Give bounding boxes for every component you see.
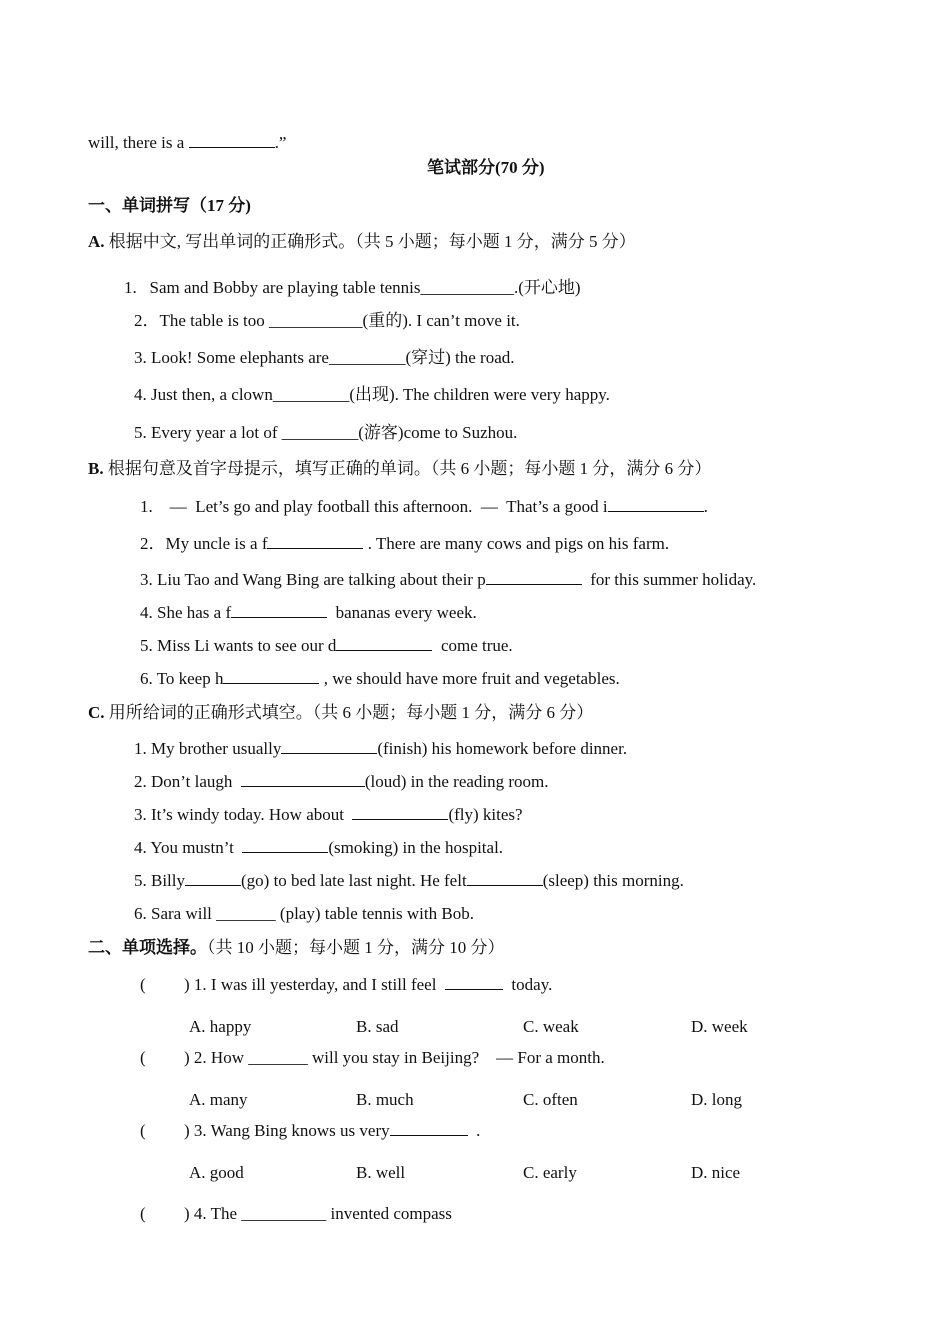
option-a[interactable]: A. happy (189, 1017, 252, 1036)
answer-paren-open[interactable]: ( (140, 1204, 146, 1223)
option-d[interactable]: D. long (691, 1090, 742, 1109)
section-2-instruction: （共 10 小题；每小题 1 分，满分 10 分） (207, 938, 505, 957)
answer-blank[interactable] (241, 772, 365, 787)
option-c[interactable]: C. often (523, 1090, 578, 1109)
question-4 (140, 1204, 146, 1224)
answer-paren-open[interactable]: ( (140, 975, 146, 994)
part-a-item-3: 3. Look! Some elephants are_________(穿过) the road. (134, 348, 515, 367)
answer-blank[interactable] (242, 838, 328, 853)
answer-blank[interactable]: _________ (272, 385, 350, 404)
continuation-line (88, 133, 286, 153)
part-a-label: A. (88, 232, 105, 251)
answer-blank[interactable] (223, 669, 319, 684)
option-d[interactable]: D. week (691, 1017, 748, 1036)
answer-blank[interactable] (467, 871, 543, 886)
page-title: 笔试部分(70 分) (427, 158, 545, 177)
answer-blank[interactable] (352, 805, 448, 820)
part-c-item-6: 6. Sara will _______ (play) table tennis with Bob. (134, 904, 474, 923)
question-2-stem: ) 2. How _______ will you stay in Beijing? — For a month. (184, 1048, 605, 1067)
part-a-item-1: 1. Sam and Bobby are playing table tennis___________.(开心地) (124, 278, 581, 297)
option-c[interactable]: C. early (523, 1163, 577, 1182)
part-b-instruction-text: 根据句意及首字母提示，填写正确的单词。（共 6 小题；每小题 1 分，满分 6 分） (107, 459, 712, 478)
answer-blank (390, 1121, 468, 1136)
question-3-stem: ) 3. Wang Bing knows us very . (184, 1121, 481, 1140)
option-a[interactable]: A. good (189, 1163, 244, 1182)
part-b-item-4: 4. She has a f bananas every week. (140, 603, 477, 622)
option-b[interactable]: B. sad (356, 1017, 399, 1036)
part-c-item-5: 5. Billy (go) to bed late last night. He felt (sleep) this morning. (134, 871, 684, 890)
answer-blank[interactable] (185, 871, 241, 886)
section-2-title: 二、单项选择。 (88, 938, 207, 957)
answer-blank[interactable] (231, 603, 327, 618)
part-c-item-2: 2. Don’t laugh (loud) in the reading room. (134, 772, 549, 791)
part-a-item-2: 2．The table is too ___________(重的). I can’t move it. (134, 311, 520, 330)
option-b[interactable]: B. much (356, 1090, 414, 1109)
part-c-item-4: 4. You mustn’t (smoking) in the hospital. (134, 838, 504, 857)
answer-blank[interactable]: ___________ (420, 278, 514, 297)
part-a-item-5: 5. Every year a lot of _________(游客)come to Suzhou. (134, 423, 518, 442)
answer-blank[interactable] (486, 570, 582, 585)
answer-blank (445, 975, 503, 990)
part-b-item-2: 2．My uncle is a f . There are many cows and pigs on his farm. (140, 534, 670, 553)
part-c-item-1: 1. My brother usually (finish) his homework before dinner. (134, 739, 628, 758)
answer-blank[interactable] (608, 497, 704, 512)
question-2 (140, 1048, 146, 1068)
part-b-label: B. (88, 459, 104, 478)
answer-blank[interactable] (267, 534, 363, 549)
part-b-item-6: 6. To keep h , we should have more fruit and vegetables. (140, 669, 620, 688)
part-a-item-4: 4. Just then, a clown_________(出现). The children were very happy. (134, 385, 610, 404)
option-b[interactable]: B. well (356, 1163, 406, 1182)
option-a[interactable]: A. many (189, 1090, 248, 1109)
part-a-instruction (88, 232, 636, 252)
question-3 (140, 1121, 146, 1141)
part-b-item-3: 3. Liu Tao and Wang Bing are talking about their p for this summer holiday. (140, 570, 757, 589)
answer-blank[interactable] (189, 133, 275, 148)
answer-blank[interactable]: _________ (328, 348, 406, 367)
question-4-stem: ) 4. The __________ invented compass (184, 1204, 452, 1223)
answer-blank[interactable] (336, 636, 432, 651)
answer-blank[interactable]: ___________ (269, 311, 363, 330)
question-1-stem: ) 1. I was ill yesterday, and I still feel today. (184, 975, 553, 994)
part-c-instruction (88, 703, 593, 723)
answer-paren-open[interactable]: ( (140, 1121, 146, 1140)
part-b-item-1: 1. — Let’s go and play football this afternoon. — That’s a good i . (140, 497, 708, 516)
answer-paren-open[interactable]: ( (140, 1048, 146, 1067)
option-d[interactable]: D. nice (691, 1163, 741, 1182)
question-1 (140, 975, 146, 995)
part-c-label: C. (88, 703, 105, 722)
part-a-instruction-text: 根据中文, 写出单词的正确形式。（共 5 小题；每小题 1 分，满分 5 分） (108, 232, 636, 251)
part-c-instruction-text: 用所给词的正确形式填空。（共 6 小题；每小题 1 分，满分 6 分） (108, 703, 594, 722)
section-2-heading (88, 938, 505, 958)
part-b-instruction (88, 459, 711, 479)
continuation-text: will, there is a (88, 133, 189, 152)
part-b-item-5: 5. Miss Li wants to see our d come true. (140, 636, 513, 655)
answer-blank[interactable]: _________ (281, 423, 359, 442)
answer-blank[interactable] (281, 739, 377, 754)
option-c[interactable]: C. weak (523, 1017, 579, 1036)
continuation-end: .” (274, 133, 287, 152)
part-c-item-3: 3. It’s windy today. How about (fly) kites? (134, 805, 523, 824)
section-1-heading: 一、单词拼写（17 分) (88, 196, 251, 215)
